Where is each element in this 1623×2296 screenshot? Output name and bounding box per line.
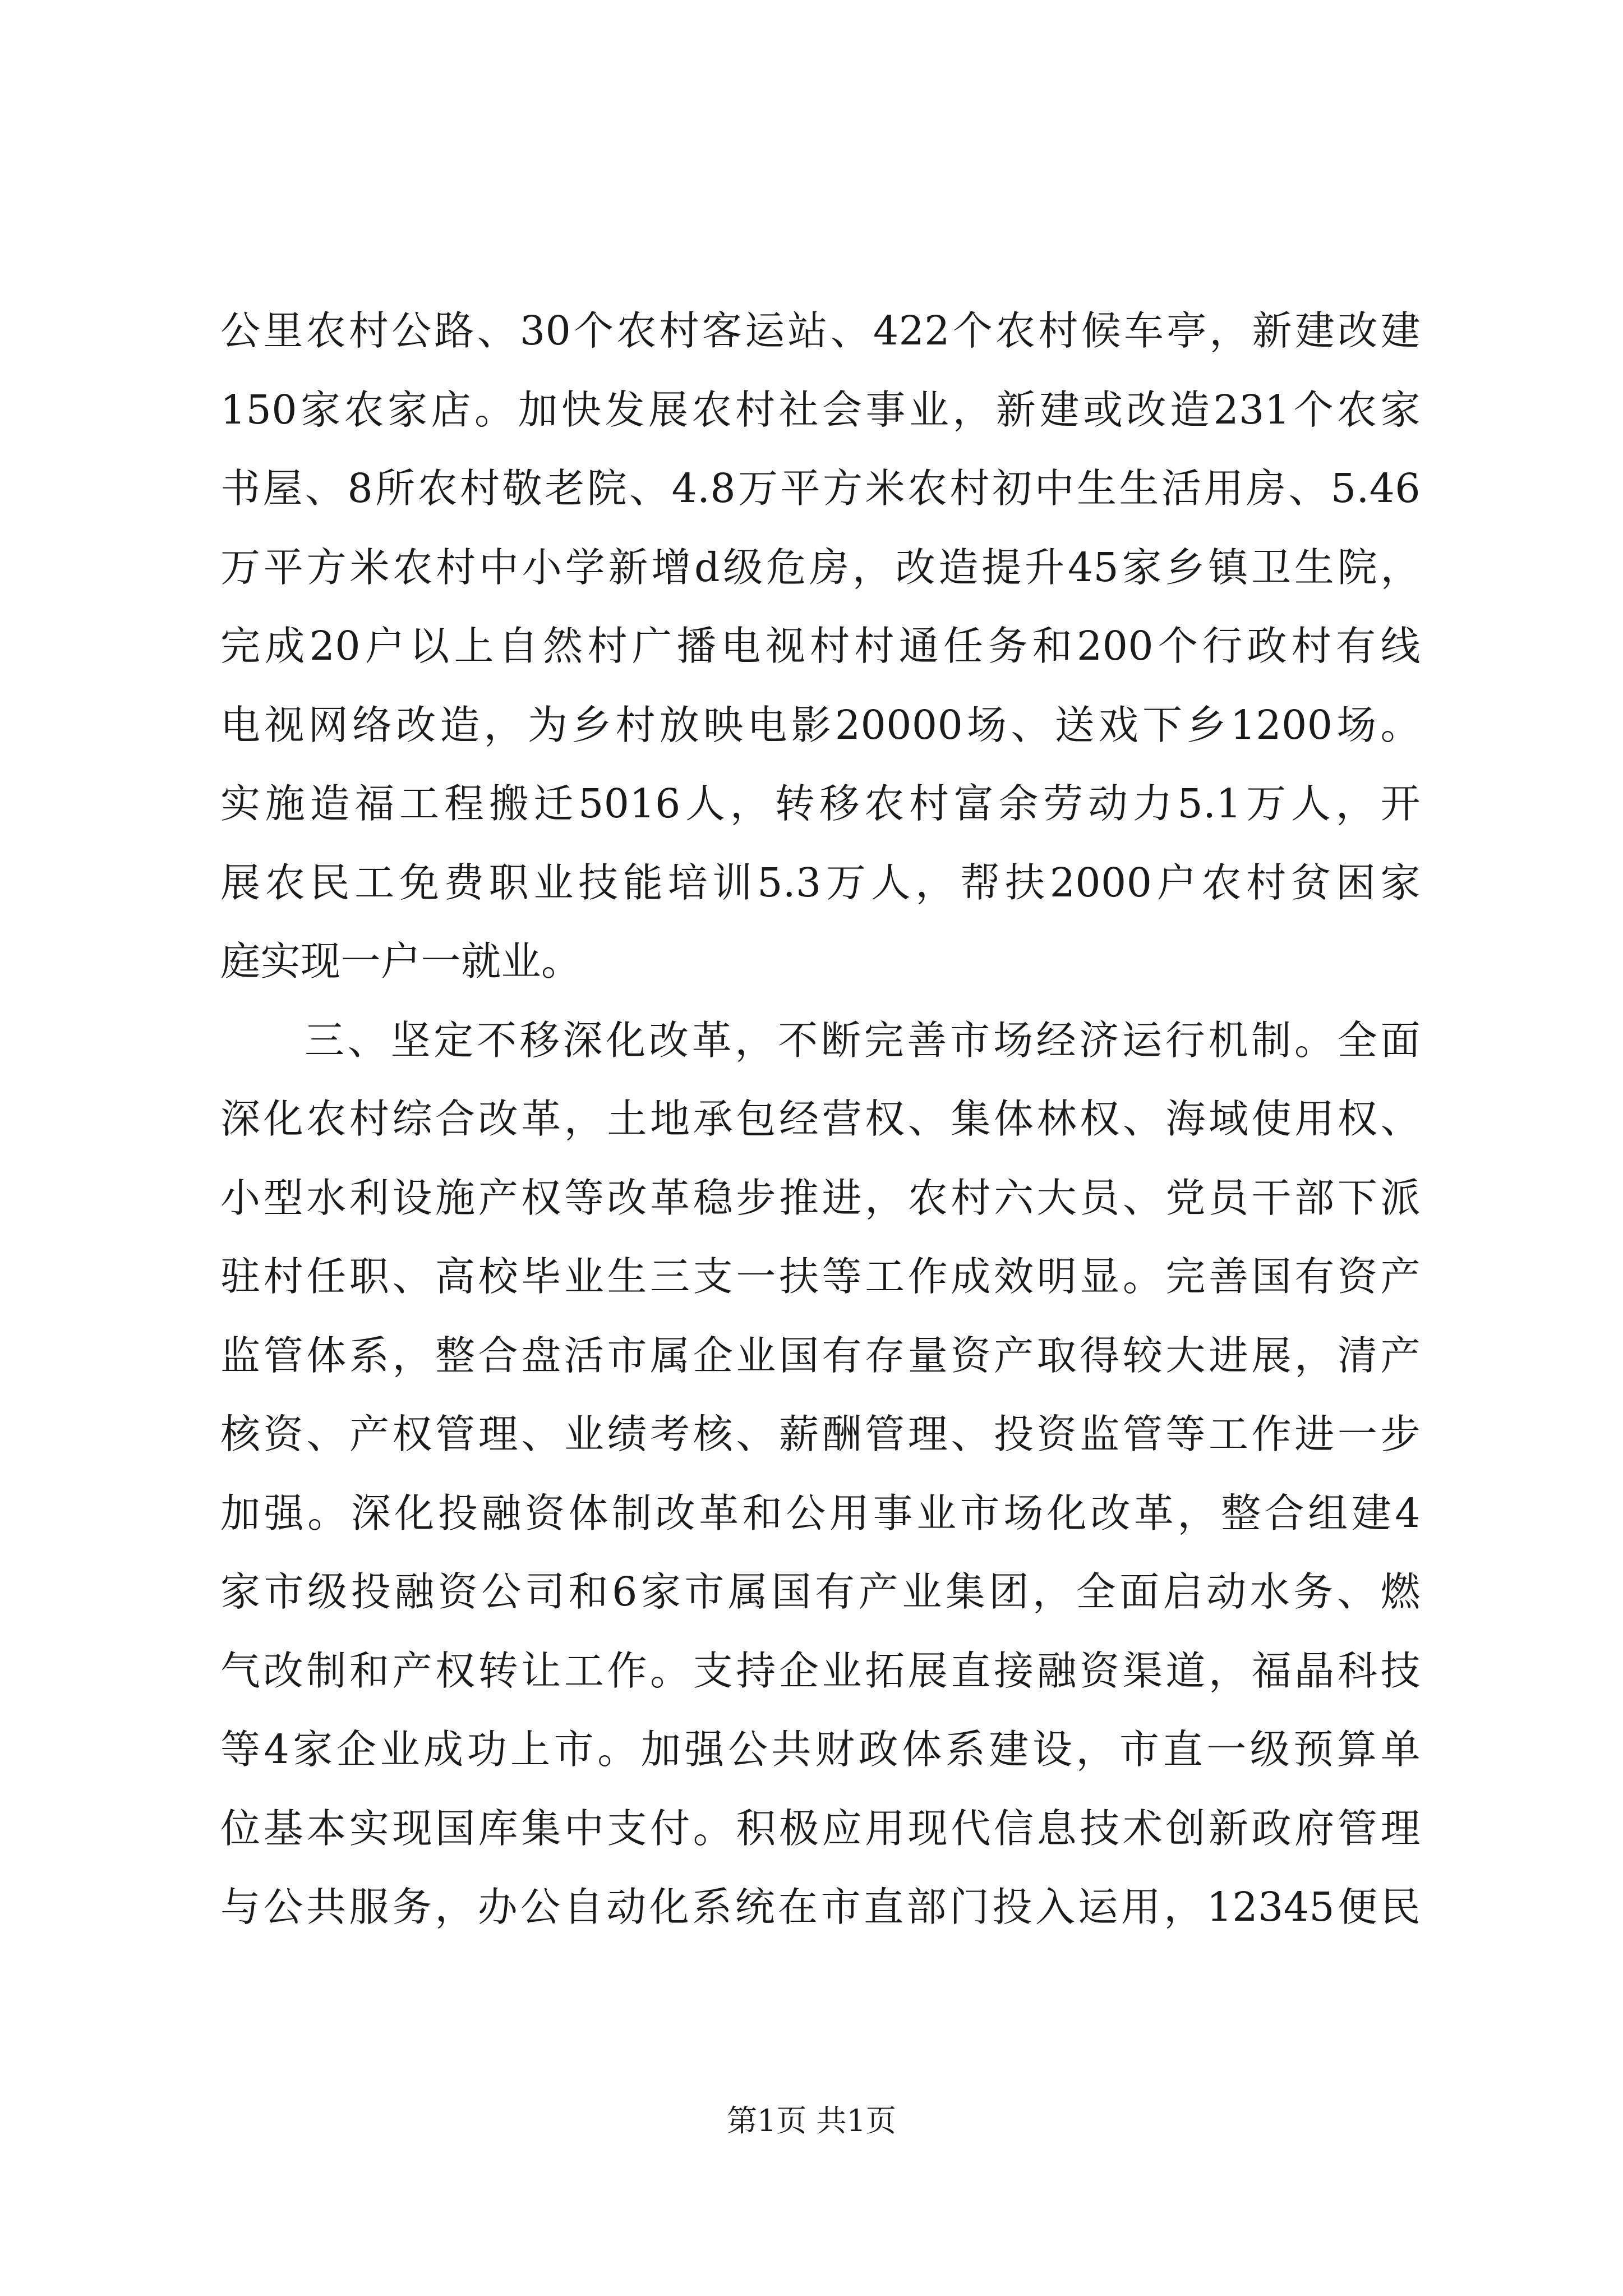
text-line: 深化农村综合改革，土地承包经营权、集体林权、海域使用权、 bbox=[220, 1096, 1421, 1142]
text-line: 等4家企业成功上市。加强公共财政体系建设，市直一级预算单 bbox=[220, 1726, 1421, 1773]
text-line: 与公共服务，办公自动化系统在市直部门投入运用，12345便民 bbox=[220, 1884, 1421, 1930]
text-line: 驻村任职、高校毕业生三支一扶等工作成效明显。完善国有资产 bbox=[220, 1253, 1421, 1300]
page-footer bbox=[0, 2101, 1623, 2141]
text-line: 150家农家店。加快发展农村社会事业，新建或改造231个农家 bbox=[220, 386, 1421, 433]
text-line: 书屋、8所农村敬老院、4.8万平方米农村初中生生活用房、5.46 bbox=[220, 465, 1421, 512]
text-line-paragraph-end: 庭实现一户一就业。 bbox=[220, 938, 582, 984]
section-three-heading-line: 三、坚定不移深化改革，不断完善市场经济运行机制。全面 bbox=[305, 1016, 1421, 1064]
text-line: 电视网络改造，为乡村放映电影20000场、送戏下乡1200场。 bbox=[220, 701, 1421, 748]
text-line: 完成20户以上自然村广播电视村村通任务和200个行政村有线 bbox=[220, 623, 1421, 669]
text-line: 展农民工免费职业技能培训5.3万人，帮扶2000户农村贫困家 bbox=[220, 859, 1421, 906]
text-line: 加强。深化投融资体制改革和公用事业市场化改革，整合组建4 bbox=[220, 1489, 1421, 1536]
text-line: 监管体系，整合盘活市属企业国有存量资产取得较大进展，清产 bbox=[220, 1332, 1421, 1379]
text-line: 万平方米农村中小学新增d级危房，改造提升45家乡镇卫生院， bbox=[220, 544, 1421, 591]
page-number-label: 第1页 共1页 bbox=[727, 2103, 896, 2138]
text-line: 位基本实现国库集中支付。积极应用现代信息技术创新政府管理 bbox=[220, 1805, 1421, 1852]
text-line: 核资、产权管理、业绩考核、薪酬管理、投资监管等工作进一步 bbox=[220, 1411, 1421, 1457]
text-line: 小型水利设施产权等改革稳步推进，农村六大员、党员干部下派 bbox=[220, 1174, 1421, 1221]
text-line: 气改制和产权转让工作。支持企业拓展直接融资渠道，福晶科技 bbox=[220, 1647, 1421, 1694]
text-line: 实施造福工程搬迁5016人，转移农村富余劳动力5.1万人，开 bbox=[220, 780, 1421, 827]
text-line: 家市级投融资公司和6家市属国有产业集团，全面启动水务、燃 bbox=[220, 1568, 1421, 1615]
document-body bbox=[220, 292, 1421, 1947]
text-line: 公里农村公路、30个农村客运站、422个农村候车亭，新建改建 bbox=[220, 307, 1421, 354]
